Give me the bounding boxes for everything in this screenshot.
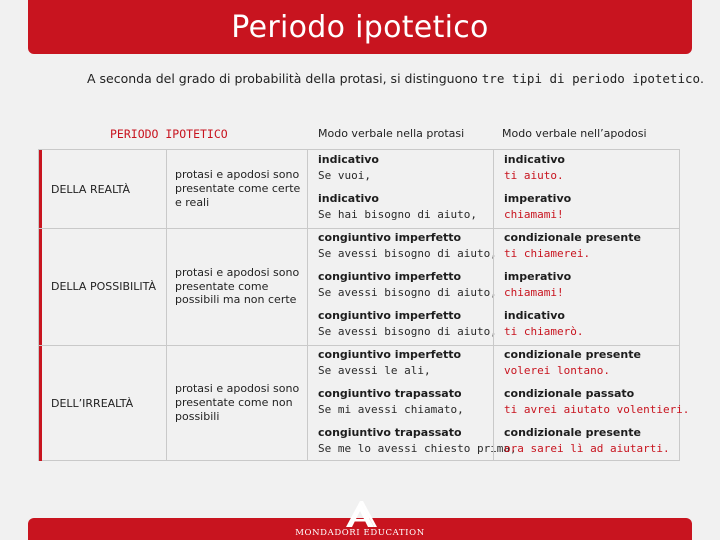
row-2-apodosi-mode: imperativo — [504, 192, 572, 205]
row-4-apodosi-mode: imperativo — [504, 270, 572, 283]
periodo-ipotetico-table — [38, 149, 690, 461]
row-5-protasi-mode: congiuntivo imperfetto — [318, 309, 462, 322]
intro-end: . — [700, 71, 705, 86]
row-2-apodosi — [493, 189, 679, 228]
row-3-protasi-mode: congiuntivo imperfetto — [318, 231, 462, 244]
row-1-apodosi — [493, 150, 679, 189]
category-irrealta: DELL’IRREALTÀ — [39, 345, 166, 461]
row-1-protasi — [307, 150, 493, 189]
row-3-protasi-example: Se avessi bisogno di aiuto, — [318, 247, 497, 260]
category-possibilita-desc: protasi e apodosi sono presentate come possibili ma non certe — [166, 228, 307, 345]
row-5-apodosi-mode: indicativo — [504, 309, 565, 322]
row-4-protasi-mode: congiuntivo imperfetto — [318, 270, 462, 283]
row-6-protasi-mode: congiuntivo imperfetto — [318, 348, 462, 361]
intro-emphasis: tre tipi di periodo ipotetico — [481, 71, 701, 86]
mondadori-a-icon — [340, 500, 380, 528]
row-1-protasi-mode: indicativo — [318, 153, 379, 166]
row-6-apodosi — [493, 345, 679, 384]
row-2-protasi-example: Se hai bisogno di aiuto, — [318, 208, 477, 221]
row-6-protasi — [307, 345, 493, 384]
row-5-apodosi-example: ti chiamerò. — [504, 325, 584, 338]
row-2-protasi-mode: indicativo — [318, 192, 379, 205]
row-7-apodosi-mode: condizionale passato — [504, 387, 635, 400]
row-8-apodosi-mode: condizionale presente — [504, 426, 641, 439]
row-3-apodosi-example: ti chiamerei. — [504, 247, 591, 260]
category-realta-desc: protasi e apodosi sono presentate come certe e reali — [166, 150, 307, 228]
header-apodosi: Modo verbale nell’apodosi — [502, 127, 647, 140]
row-6-protasi-example: Se avessi le ali, — [318, 364, 431, 377]
row-8-protasi — [307, 423, 517, 461]
row-4-apodosi-example: chiamami! — [504, 286, 564, 299]
row-7-protasi — [307, 384, 493, 423]
category-possibilita: DELLA POSSIBILITÀ — [39, 228, 166, 345]
category-irrealta-desc: protasi e apodosi sono presentate come non possibili — [166, 345, 307, 461]
row-8-protasi-mode: congiuntivo trapassato — [318, 426, 462, 439]
row-2-protasi — [307, 189, 493, 228]
row-7-protasi-example: Se mi avessi chiamato, — [318, 403, 464, 416]
header-protasi: Modo verbale nella protasi — [318, 127, 465, 140]
row-8-apodosi-example: ora sarei lì ad aiutarti. — [504, 442, 670, 455]
row-8-apodosi — [493, 423, 679, 461]
row-6-apodosi-mode: condizionale presente — [504, 348, 641, 361]
row-3-apodosi — [493, 228, 679, 267]
row-4-apodosi — [493, 267, 679, 306]
row-1-apodosi-mode: indicativo — [504, 153, 565, 166]
row-8-protasi-example: Se me lo avessi chiesto prima, — [318, 442, 517, 455]
category-realta: DELLA REALTÀ — [39, 150, 166, 228]
row-7-apodosi-example: ti avrei aiutato volentieri. — [504, 403, 690, 416]
row-3-protasi — [307, 228, 497, 267]
footer-brand: MONDADORI EDUCATION — [295, 528, 425, 538]
intro-body: A seconda del grado di probabilità della protasi, si distinguono — [87, 71, 482, 86]
row-2-apodosi-example: chiamami! — [504, 208, 564, 221]
row-5-protasi-example: Se avessi bisogno di aiuto, — [318, 325, 497, 338]
row-3-apodosi-mode: condizionale presente — [504, 231, 641, 244]
intro-text — [87, 71, 705, 86]
row-5-protasi — [307, 306, 497, 345]
header-periodo-ipotetico: PERIODO IPOTETICO — [110, 127, 228, 141]
row-1-protasi-example: Se vuoi, — [318, 169, 371, 182]
row-4-protasi-example: Se avessi bisogno di aiuto, — [318, 286, 497, 299]
page-title: Periodo ipotetico — [231, 9, 489, 45]
row-1-apodosi-example: ti aiuto. — [504, 169, 564, 182]
row-5-apodosi — [493, 306, 679, 345]
row-7-protasi-mode: congiuntivo trapassato — [318, 387, 462, 400]
row-7-apodosi — [493, 384, 690, 423]
row-6-apodosi-example: volerei lontano. — [504, 364, 610, 377]
title-bar — [28, 0, 692, 54]
row-4-protasi — [307, 267, 497, 306]
